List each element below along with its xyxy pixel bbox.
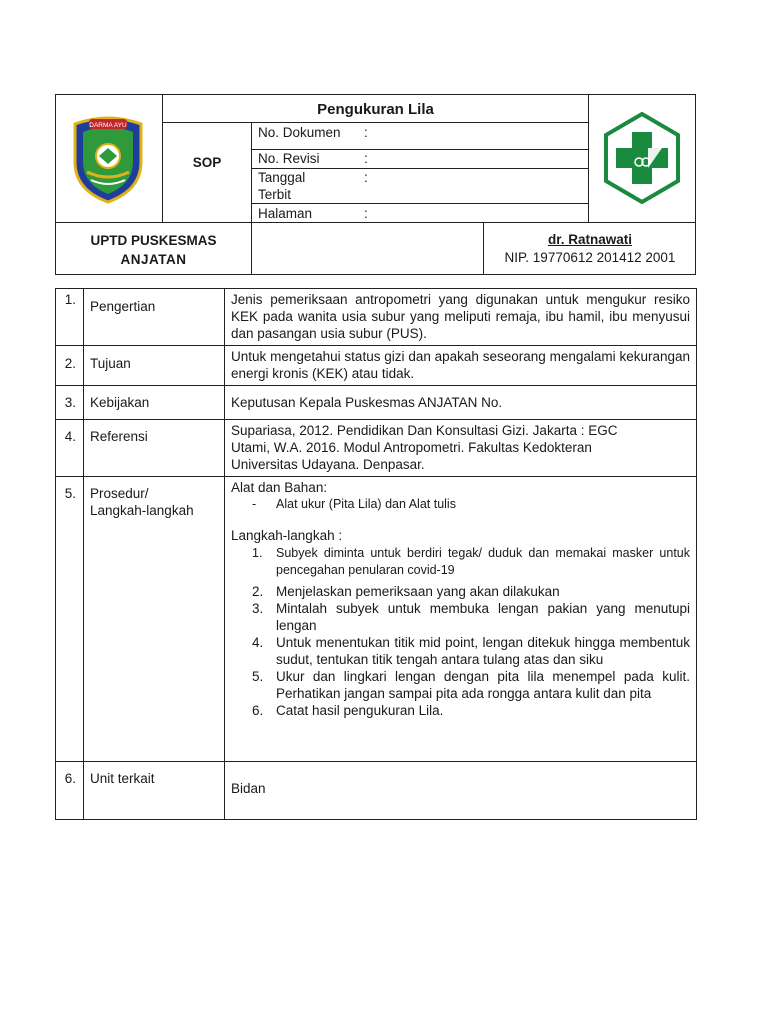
sop-content-table — [55, 288, 697, 820]
step-item: 5. Ukur dan lingkari lengan dengan pita lila menempel pada kulit. Perhatikan jangan sampai pita ada rongga antara kulit dan pita — [252, 669, 690, 701]
row-number: 6. — [56, 762, 84, 820]
org-name-line1: UPTD PUSKESMAS — [90, 233, 217, 248]
field-sep: : — [364, 125, 368, 140]
row-number: 1. — [56, 289, 84, 346]
row-content — [225, 420, 697, 477]
field-sep: : — [364, 151, 368, 166]
step-item: 1. Subyek diminta untuk berdiri tegak/ duduk dan memakai masker untuk pencegahan penularan covid-19 — [252, 546, 690, 577]
row-content: Keputusan Kepala Puskesmas ANJATAN No. — [225, 386, 697, 420]
row-content: Jenis pemeriksaan antropometri yang digunakan untuk mengukur resiko KEK pada wanita usia subur yang meliputi remaja, ibu hamil, ibu menyusui dan pasangan usia subur (PUS). — [225, 289, 697, 346]
regency-emblem — [69, 112, 147, 204]
bullet-dash: - — [252, 497, 257, 511]
reference-line: Universitas Udayana. Denpasar. — [231, 457, 425, 472]
row-number: 5. — [56, 477, 84, 762]
row-content — [225, 477, 697, 762]
field-label-tanggal: Tanggal — [258, 170, 306, 185]
row-number: 4. — [56, 420, 84, 477]
row-label: Referensi — [84, 420, 225, 477]
tools-heading: Alat dan Bahan: — [231, 480, 328, 495]
table-row — [56, 420, 697, 477]
step-item: 4. Untuk menentukan titik mid point, lengan ditekuk hingga membentuk sudut, tentukan titik tengah antara tulang atas dan siku — [252, 635, 690, 667]
signer-name: dr. Ratnawati — [547, 232, 633, 247]
field-label-no-dokumen: No. Dokumen — [258, 125, 341, 140]
tools-item: - Alat ukur (Pita Lila) dan Alat tulis — [252, 497, 456, 511]
row-content: Bidan — [225, 762, 697, 820]
puskesmas-logo — [602, 112, 682, 204]
step-item: 6. Catat hasil pengukuran Lila. — [252, 703, 444, 718]
table-row — [56, 762, 697, 820]
row-label: Unit terkait — [84, 762, 225, 820]
row-label-line2: Langkah-langkah — [90, 503, 194, 518]
row-label: Kebijakan — [84, 386, 225, 420]
emblem-ribbon-text: DARMA AYU — [89, 122, 127, 129]
table-row — [56, 386, 697, 420]
row-label-line1: Prosedur/ — [90, 486, 149, 501]
row-label: Tujuan — [84, 346, 225, 386]
reference-line: Supariasa, 2012. Pendidikan Dan Konsultasi Gizi. Jakarta : EGC — [231, 423, 618, 438]
row-number: 3. — [56, 386, 84, 420]
sop-label: SOP — [192, 155, 222, 170]
table-row — [56, 289, 697, 346]
steps-heading: Langkah-langkah : — [231, 528, 343, 543]
row-number: 2. — [56, 346, 84, 386]
row-label: Pengertian — [84, 289, 225, 346]
field-sep: : — [364, 206, 368, 221]
table-row — [56, 346, 697, 386]
field-sep: : — [364, 170, 368, 185]
org-name-line2: ANJATAN — [120, 252, 187, 267]
field-label-no-revisi: No. Revisi — [258, 151, 320, 166]
row-content: Untuk mengetahui status gizi dan apakah seseorang mengalami kekurangan energi kronis (KEK) atau tidak. — [225, 346, 697, 386]
reference-line: Utami, W.A. 2016. Modul Antropometri. Fakultas Kedokteran — [231, 440, 592, 455]
step-item: 2. Menjelaskan pemeriksaan yang akan dilakukan — [252, 584, 560, 599]
signer-nip: NIP. 19770612 201412 2001 — [504, 250, 676, 265]
document-title: Pengukuran Lila — [317, 101, 434, 118]
field-label-terbit: Terbit — [258, 187, 292, 202]
sop-header — [55, 94, 696, 275]
row-label — [84, 477, 225, 762]
step-item: 3. Mintalah subyek untuk membuka lengan pakian yang menutupi lengan — [252, 601, 690, 633]
field-label-halaman: Halaman — [258, 206, 313, 221]
table-row — [56, 477, 697, 762]
